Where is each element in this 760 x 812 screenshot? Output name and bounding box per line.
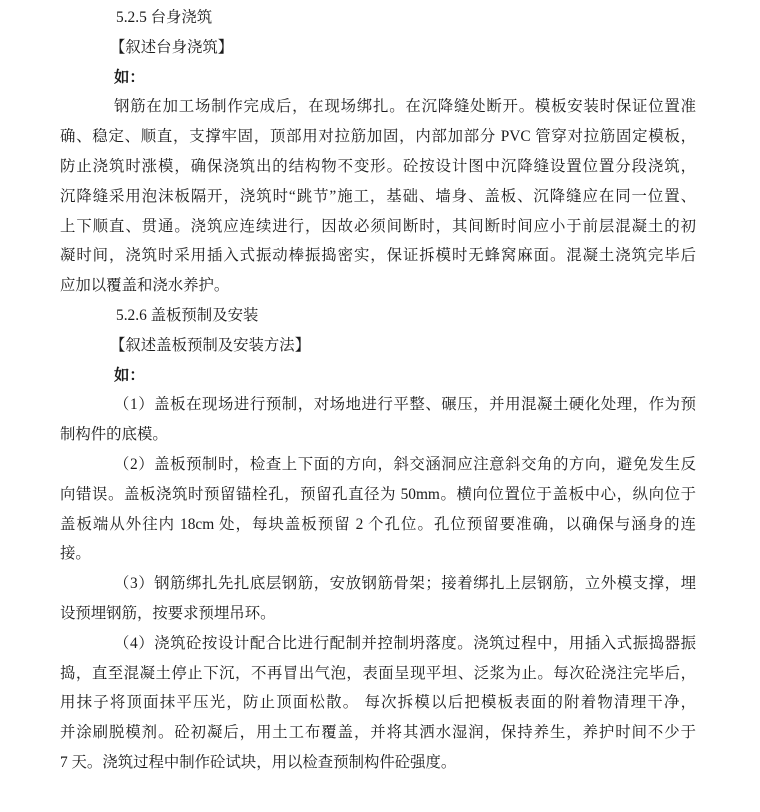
paragraph-line: 凝时间，浇筑时采用插入式振动棒振捣密实，保证拆模时无蜂窝麻面。混凝土浇筑完毕后 bbox=[60, 247, 696, 265]
lead-label: 如： bbox=[114, 366, 145, 384]
section-heading: 5.2.6 盖板预制及安装 bbox=[116, 306, 259, 324]
paragraph-line: 设预埋钢筋，按要求预埋吊环。 bbox=[60, 604, 276, 622]
paragraph-line: 7 天。浇筑过程中制作砼试块，用以检查预制构件砼强度。 bbox=[60, 753, 457, 771]
paragraph-line: 防止浇筑时涨模，确保浇筑出的结构物不变形。砼按设计图中沉降缝设置位置分段浇筑， bbox=[60, 157, 696, 175]
document-page bbox=[60, 3, 696, 778]
paragraph-line: （3）钢筋绑扎先扎底层钢筋，安放钢筋骨架；接着绑扎上层钢筋，立外模支撑，埋 bbox=[114, 575, 696, 593]
lead-label: 如： bbox=[114, 68, 145, 86]
paragraph-line: （2）盖板预制时，检查上下面的方向，斜交涵洞应注意斜交角的方向，避免发生反 bbox=[114, 455, 696, 473]
paragraph-line: 向错误。盖板浇筑时预留锚栓孔，预留孔直径为 50mm。横向位置位于盖板中心，纵向位于 bbox=[60, 485, 696, 503]
paragraph-line: 盖板端从外往内 18cm 处，每块盖板预留 2 个孔位。孔位预留要准确，以确保与涵身的连 bbox=[60, 515, 696, 533]
paragraph-line: 确、稳定、顺直，支撑牢固，顶部用对拉筋加固，内部加部分 PVC 管穿对拉筋固定模板， bbox=[60, 128, 696, 146]
paragraph-line: 接。 bbox=[60, 545, 91, 563]
paragraph-line: （1）盖板在现场进行预制，对场地进行平整、碾压，并用混凝土硬化处理，作为预 bbox=[114, 396, 696, 414]
paragraph-line: 沉降缝采用泡沫板隔开，浇筑时“跳节”施工，基础、墙身、盖板、沉降缝应在同一位置、 bbox=[60, 187, 696, 205]
paragraph-line: 上下顺直、贯通。浇筑应连续进行，因故必须间断时，其间断时间应小于前层混凝土的初 bbox=[60, 217, 696, 235]
section-heading: 5.2.5 台身浇筑 bbox=[116, 9, 213, 26]
paragraph-line: 应加以覆盖和浇水养护。 bbox=[60, 277, 230, 295]
paragraph-line: （4）浇筑砼按设计配合比进行配制并控制坍落度。浇筑过程中，用插入式振捣器振 bbox=[114, 634, 696, 652]
paragraph-line: 钢筋在加工场制作完成后，在现场绑扎。在沉降缝处断开。模板安装时保证位置准 bbox=[114, 98, 696, 116]
paragraph-line: 并涂刷脱模剂。砼初凝后，用土工布覆盖，并将其洒水湿润，保持养生，养护时间不少于 bbox=[60, 724, 696, 742]
paragraph-line: 捣，直至混凝土停止下沉，不再冒出气泡，表面呈现平坦、泛浆为止。每次砼浇注完毕后， bbox=[60, 664, 696, 682]
bracket-heading: 【叙述台身浇筑】 bbox=[110, 38, 234, 56]
paragraph-line: 用抹子将顶面抹平压光，防止顶面松散。 每次拆模以后把模板表面的附着物清理干净， bbox=[60, 694, 696, 712]
bracket-heading: 【叙述盖板预制及安装方法】 bbox=[110, 336, 311, 354]
paragraph-line: 制构件的底模。 bbox=[60, 426, 168, 444]
